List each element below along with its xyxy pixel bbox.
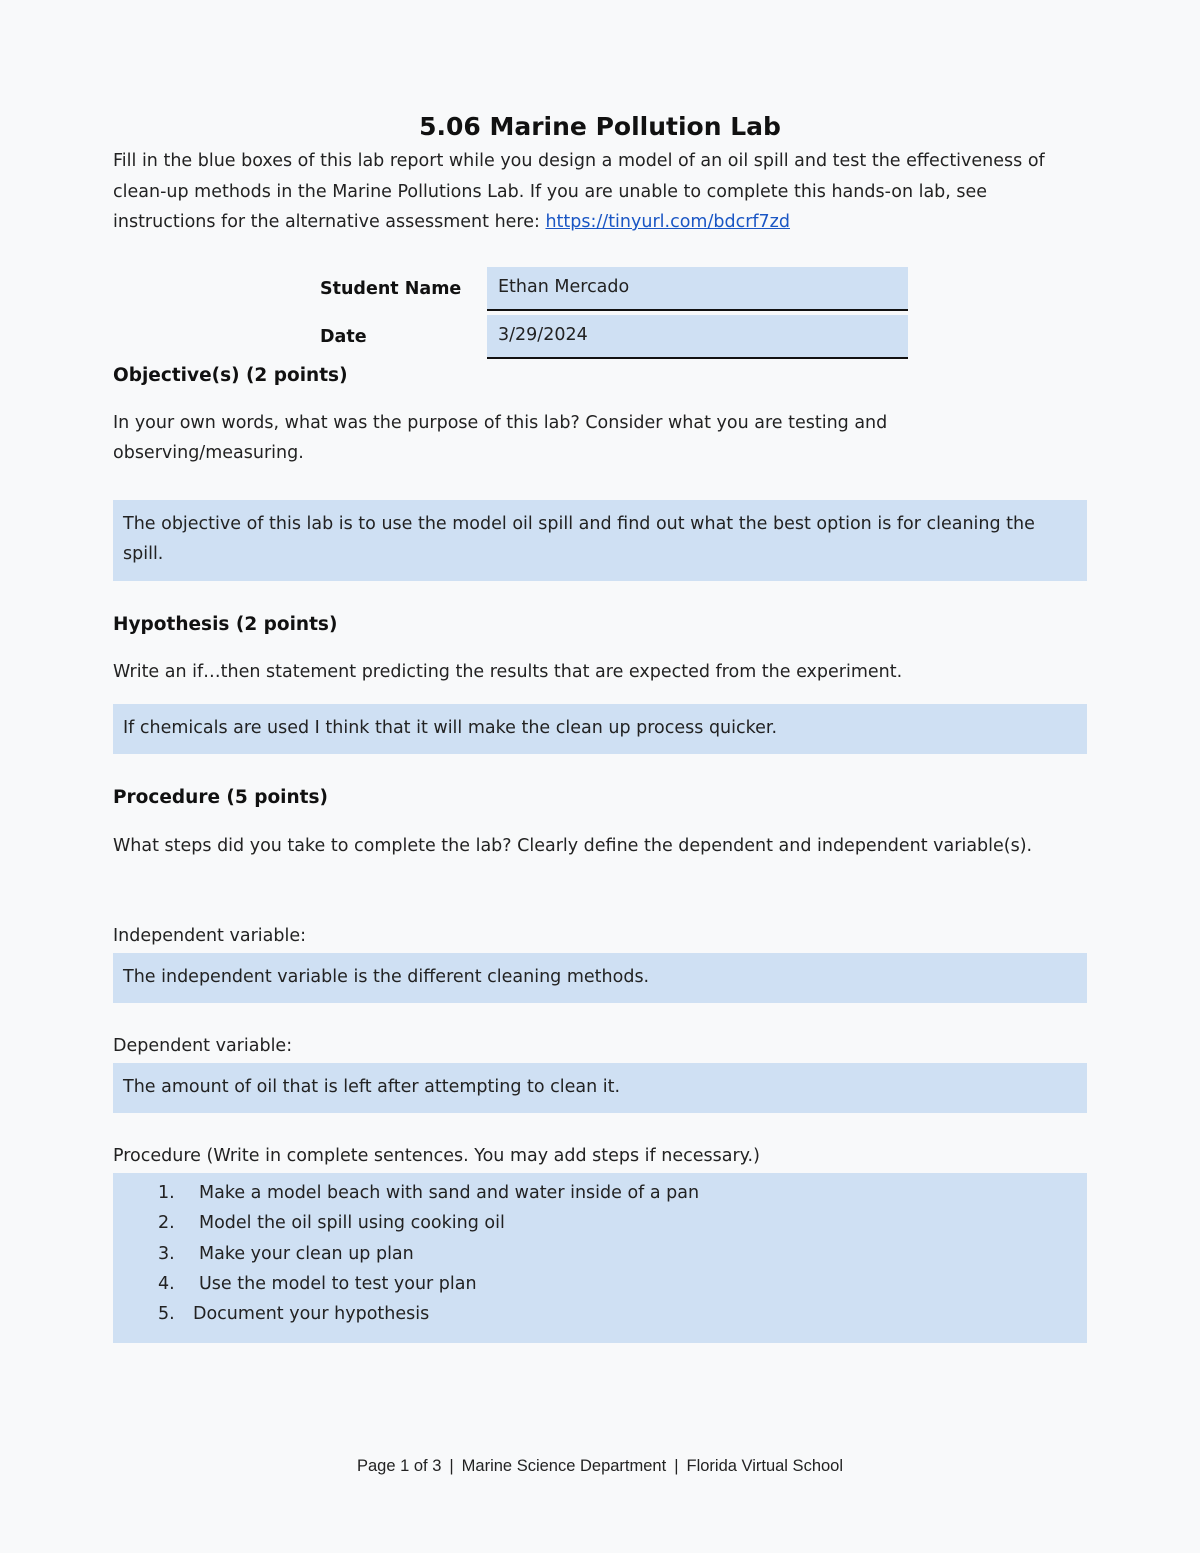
objective-heading: Objective(s) (2 points) [113,365,348,386]
intro-paragraph [113,146,1093,238]
objective-answer-box[interactable]: The objective of this lab is to use the model oil spill and find out what the best option is for cleaning the spill. [113,500,1087,581]
procedure-step [113,1211,1087,1241]
step-text: Model the oil spill using cooking oil [199,1213,505,1234]
procedure-step [113,1242,1087,1272]
procedure-step [113,1181,1087,1211]
step-number: 5. [158,1304,175,1325]
step-text: Make your clean up plan [199,1243,414,1264]
hypothesis-heading: Hypothesis (2 points) [113,614,338,635]
step-number: 3. [158,1243,175,1264]
step-text: Use the model to test your plan [199,1273,477,1294]
hypothesis-prompt: Write an if…then statement predicting the results that are expected from the experiment. [113,662,903,682]
footer-separator: | [449,1457,454,1475]
dependent-variable-label: Dependent variable: [113,1036,293,1056]
procedure-steps-label: Procedure (Write in complete sentences. You may add steps if necessary.) [113,1146,760,1166]
page-title: 5.06 Marine Pollution Lab [419,112,781,141]
procedure-step [113,1272,1087,1302]
independent-variable-label: Independent variable: [113,926,306,946]
page-footer [0,1457,1200,1476]
footer-school: Florida Virtual School [686,1457,844,1475]
date-field[interactable]: 3/29/2024 [487,315,908,359]
student-name-label: Student Name [320,279,462,299]
hypothesis-answer-box[interactable]: If chemicals are used I think that it will make the clean up process quicker. [113,704,1087,754]
student-name-field[interactable]: Ethan Mercado [487,267,908,311]
intro-text: Fill in the blue boxes of this lab report while you design a model of an oil spill and test the effectiveness of clean-up methods in the Marine Pollutions Lab. If you are unable to complete this hands-on lab, see instructions for the alternative assessment here: [113,151,1045,232]
procedure-steps-box[interactable] [113,1173,1087,1343]
step-number: 2. [158,1213,175,1234]
step-number: 1. [158,1183,175,1203]
footer-department: Marine Science Department [461,1457,667,1475]
step-text: Make a model beach with sand and water inside of a pan [199,1183,700,1203]
objective-prompt: In your own words, what was the purpose of this lab? Consider what you are testing and observing/measuring. [113,413,888,463]
footer-page-number: Page 1 of 3 [356,1457,442,1475]
footer-separator: | [674,1457,679,1475]
dependent-variable-answer-box[interactable]: The amount of oil that is left after attempting to clean it. [113,1063,1087,1113]
procedure-step [113,1302,1087,1332]
step-text: Document your hypothesis [193,1304,430,1325]
procedure-prompt: What steps did you take to complete the lab? Clearly define the dependent and independent variable(s). [113,836,1033,856]
alternative-assessment-link[interactable]: https://tinyurl.com/bdcrf7zd [545,212,790,232]
step-number: 4. [158,1273,175,1294]
procedure-heading: Procedure (5 points) [113,787,328,808]
independent-variable-answer-box[interactable]: The independent variable is the different cleaning methods. [113,953,1087,1003]
date-label: Date [320,327,367,347]
